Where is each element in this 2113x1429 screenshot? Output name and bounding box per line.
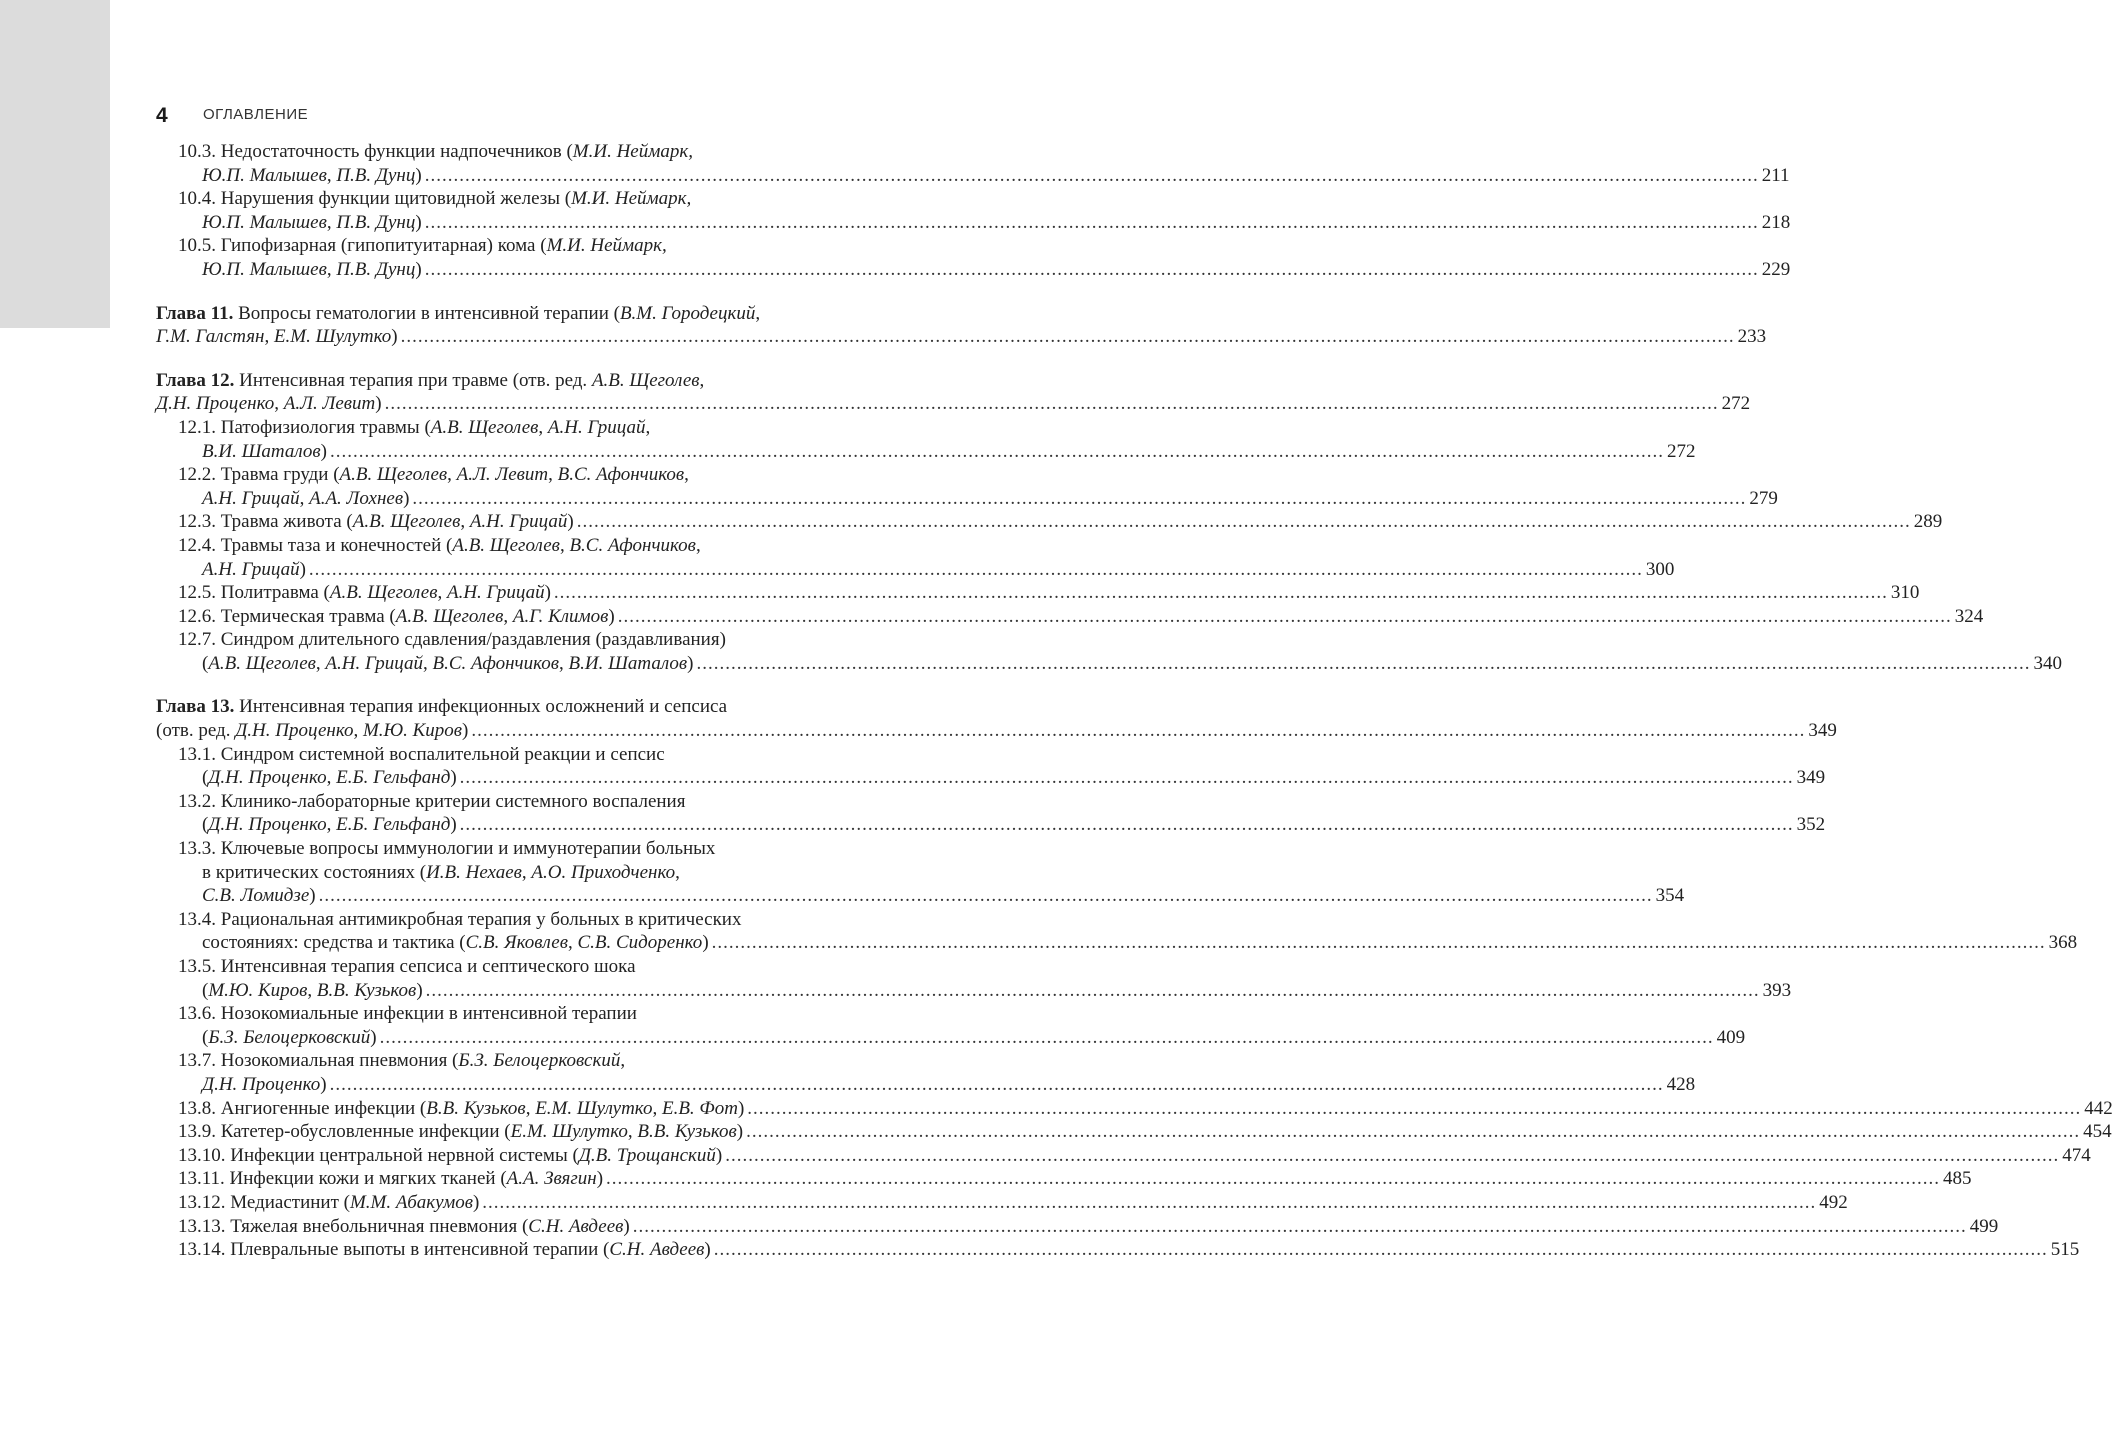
- title-text: 10.3. Недостаточность функции надпочечников (: [178, 141, 573, 162]
- toc-line: [178, 1120, 2112, 1144]
- author-name: А.В. Щеголев: [395, 605, 504, 627]
- toc-line: [178, 1167, 1972, 1191]
- title-text: ,: [521, 861, 532, 883]
- title-text: 13.1. Синдром системной воспалительной реакции и сепсис: [178, 743, 665, 765]
- title-text: ,: [460, 511, 470, 533]
- author-name: А.В. Щеголев: [452, 534, 560, 556]
- title-text: Интенсивная терапия при травме (отв. ред.: [234, 369, 592, 391]
- page-ref: 454: [2083, 1121, 2112, 1143]
- dot-leader: [425, 164, 1759, 188]
- title-text: (: [202, 814, 209, 836]
- toc-chapter-entry[interactable]: [156, 695, 1837, 742]
- page-ref: 354: [1655, 885, 1685, 907]
- author-name: А.Н. Грицай: [202, 558, 300, 580]
- toc-section-entry[interactable]: [156, 1238, 2080, 1262]
- toc-line: [178, 463, 866, 487]
- title-text: ): [370, 1026, 377, 1048]
- toc-line: [178, 884, 1685, 908]
- title-text: 13.11. Инфекции кожи и мягких тканей (: [178, 1168, 507, 1190]
- author-name: А.Г. Климов: [512, 605, 609, 627]
- title-text: ,: [620, 1050, 626, 1072]
- toc-line: [178, 1191, 1848, 1215]
- title-text: ): [623, 1215, 630, 1237]
- title-text: ): [450, 767, 457, 789]
- page-ref: 211: [1761, 164, 1790, 186]
- author-name: М.Ю. Киров: [208, 979, 308, 1001]
- dot-leader: [471, 719, 1805, 743]
- toc-section-entry[interactable]: [156, 908, 2078, 955]
- toc-line: [178, 743, 866, 767]
- chapter-gap: [156, 282, 866, 302]
- page-ref: 409: [1716, 1026, 1746, 1048]
- author-name: М.Ю. Киров: [362, 720, 463, 742]
- toc-section-entry[interactable]: [156, 628, 2062, 675]
- author-name: А.В. Щеголев: [591, 369, 700, 391]
- title-text: ,: [299, 487, 310, 509]
- title-text: ): [320, 1073, 327, 1095]
- title-text: ,: [645, 416, 651, 438]
- toc-line: [178, 440, 1696, 464]
- title-text: ): [309, 885, 316, 907]
- toc-section-entry[interactable]: [156, 1167, 1972, 1191]
- toc-line: [156, 392, 1751, 416]
- toc-line: [178, 258, 1791, 282]
- toc-line: [178, 790, 866, 814]
- toc-section-entry[interactable]: [156, 1144, 2091, 1168]
- page-ref: 310: [1890, 582, 1920, 604]
- dot-leader: [380, 1026, 1714, 1050]
- toc-line: [156, 302, 866, 326]
- title-text: ,: [755, 302, 761, 324]
- toc-line: [178, 1144, 2091, 1168]
- dot-leader: [460, 813, 1794, 837]
- title-text: 13.12. Медиастинит (: [178, 1191, 350, 1213]
- page-ref: 324: [1954, 605, 1984, 627]
- title-text: ,: [353, 720, 363, 742]
- toc-section-entry[interactable]: [156, 1097, 2113, 1121]
- title-text: ): [567, 511, 574, 533]
- toc-section-entry[interactable]: [156, 955, 1792, 1002]
- title-text: 12.3. Травма живота (: [178, 511, 353, 533]
- title-text: ,: [559, 534, 570, 556]
- toc-line: [178, 1026, 1746, 1050]
- title-text: ,: [326, 258, 337, 280]
- table-of-contents: [156, 140, 2113, 1262]
- page-ref: 515: [2050, 1239, 2080, 1261]
- author-name: А.В. Щеголев: [339, 464, 448, 486]
- dot-leader: [746, 1120, 2080, 1144]
- toc-line: [178, 211, 1791, 235]
- title-text: 13.9. Катетер-обусловленные инфекции (: [178, 1121, 511, 1143]
- title-text: 12.7. Синдром длительного сдавления/раздавления (раздавливания): [178, 629, 726, 651]
- title-text: ,: [326, 211, 337, 233]
- title-text: 13.6. Нозокомиальные инфекции в интенсивной терапии: [178, 1003, 637, 1025]
- author-name: М.М. Абакумов: [349, 1191, 473, 1213]
- toc-line: [178, 1073, 1696, 1097]
- author-name: Д.Н. Проценко: [202, 1073, 321, 1095]
- title-text: ): [736, 1121, 744, 1143]
- title-text: ,: [699, 369, 705, 391]
- toc-chapter-entry[interactable]: [156, 369, 1751, 416]
- title-text: ,: [627, 1121, 638, 1143]
- author-name: В.И. Шаталов: [202, 440, 321, 462]
- author-name: В.С. Афончиков: [569, 534, 696, 556]
- page-ref: 349: [1796, 767, 1826, 789]
- title-text: 13.14. Плевральные выпоты в интенсивной терапии (: [178, 1239, 610, 1261]
- title-text: (: [202, 979, 209, 1001]
- toc-section-entry[interactable]: [156, 581, 1920, 605]
- toc-section-entry[interactable]: [156, 790, 1826, 837]
- title-text: ,: [567, 932, 578, 954]
- dot-leader: [482, 1191, 1816, 1215]
- title-text: ,: [675, 861, 680, 883]
- page-ref: 428: [1666, 1073, 1696, 1095]
- title-text: ): [403, 487, 410, 509]
- dot-leader: [425, 258, 1759, 282]
- title-text: ): [596, 1168, 604, 1190]
- dot-leader: [385, 392, 1719, 416]
- title-text: 13.4. Рациональная антимикробная терапия у больных в критических: [178, 908, 742, 930]
- title-text: ): [415, 211, 422, 233]
- author-name: А.Н. Грицай: [446, 582, 545, 604]
- author-name: Ю.П. Малышев: [202, 211, 327, 233]
- toc-line: [156, 719, 1837, 743]
- title-text: ,: [525, 1097, 536, 1119]
- author-name: А.Н. Грицай: [547, 416, 646, 438]
- title-text: Вопросы гематологии в интенсивной терапии (: [233, 302, 620, 324]
- dot-leader: [401, 325, 1735, 349]
- dot-leader: [330, 1073, 1664, 1097]
- toc-line: [178, 1002, 866, 1026]
- toc-section-entry[interactable]: [156, 1002, 1746, 1049]
- author-name: А.В. Щеголев: [208, 652, 316, 674]
- toc-section-entry[interactable]: [156, 140, 1790, 187]
- toc-line: [178, 1238, 2080, 1262]
- page-ref: 233: [1737, 326, 1767, 348]
- title-text: ,: [326, 814, 337, 836]
- title-text: (: [202, 767, 209, 789]
- toc-section-entry[interactable]: [156, 416, 1696, 463]
- toc-line: [178, 979, 1792, 1003]
- author-name: А.Н. Грицай: [469, 511, 568, 533]
- page-ref: 352: [1796, 814, 1826, 836]
- author-name: С.В. Ломидзе: [202, 885, 310, 907]
- toc-line: [178, 534, 866, 558]
- author-name: А.А. Звягин: [506, 1168, 597, 1190]
- toc-line: [178, 605, 1984, 629]
- title-text: ): [415, 164, 422, 186]
- title-text: (: [202, 1026, 209, 1048]
- page-ref: 499: [1969, 1215, 1999, 1237]
- page-ref: 272: [1666, 440, 1696, 462]
- author-name: С.Н. Авдеев: [609, 1239, 705, 1261]
- running-title: ОГЛАВЛЕНИЕ: [203, 106, 309, 123]
- title-text: 12.4. Травмы таза и конечностей (: [178, 534, 453, 556]
- toc-line: [156, 325, 1767, 349]
- author-name: С.В. Сидоренко: [577, 932, 703, 954]
- toc-line: [178, 510, 1943, 534]
- title-text: ,: [684, 464, 689, 486]
- toc-section-entry[interactable]: [156, 534, 1675, 581]
- author-name: А.В. Щеголев: [352, 511, 461, 533]
- title-text: ): [450, 814, 457, 836]
- dot-leader: [330, 440, 1664, 464]
- toc-section-entry[interactable]: [156, 743, 1826, 790]
- dot-leader: [606, 1167, 1940, 1191]
- page-ref: 474: [2062, 1144, 2091, 1166]
- title-text: ,: [652, 1097, 662, 1119]
- title-text: ,: [423, 652, 433, 674]
- title-text: 10.4. Нарушения функции щитовидной железы (: [178, 188, 572, 210]
- author-name: Е.М. Шулутко: [510, 1121, 628, 1143]
- page-ref: 485: [1943, 1168, 1972, 1190]
- toc-line: [178, 164, 1790, 188]
- toc-line: [178, 187, 866, 211]
- author-name: В.С. Афончиков: [557, 464, 685, 486]
- page-ref: 393: [1762, 979, 1792, 1001]
- chapter-gap: [156, 349, 866, 369]
- author-name: А.Н. Грицай: [325, 652, 424, 674]
- dot-leader: [577, 510, 1911, 534]
- page-ref: 442: [2084, 1097, 2113, 1119]
- title-text: ): [462, 720, 469, 742]
- author-name: В.М. Городецкий: [619, 302, 756, 324]
- page-ref: 492: [1819, 1191, 1848, 1213]
- author-name: П.В. Дунц: [336, 258, 416, 280]
- toc-section-entry[interactable]: [156, 1120, 2112, 1144]
- dot-leader: [426, 979, 1760, 1003]
- author-name: Е.М. Шулутко: [535, 1097, 653, 1119]
- toc-line: [178, 766, 1826, 790]
- author-name: Д.Н. Проценко: [235, 720, 354, 742]
- author-name: Ю.П. Малышев: [202, 164, 327, 186]
- toc-line: [178, 581, 1920, 605]
- page-ref: 368: [2048, 932, 2078, 954]
- title-text: 13.5. Интенсивная терапия сепсиса и септического шока: [178, 956, 636, 977]
- toc-section-entry[interactable]: [156, 1049, 1696, 1096]
- author-name: Б.З. Белоцерковский: [458, 1050, 621, 1072]
- author-name: С.Н. Авдеев: [528, 1215, 624, 1237]
- toc-line: [178, 558, 1675, 582]
- title-text: состояниях: средства и тактика (: [202, 932, 466, 954]
- page-ref: 279: [1749, 487, 1778, 509]
- toc-line: [178, 652, 2062, 676]
- title-text: (: [202, 652, 209, 674]
- author-name: М.И. Неймарк,: [572, 141, 693, 162]
- toc-section-entry[interactable]: [156, 234, 1791, 281]
- dot-leader: [309, 558, 1643, 582]
- toc-line: [178, 1215, 1999, 1239]
- title-text: 12.6. Термическая травма (: [178, 605, 396, 627]
- author-name: В.В. Кузьков: [316, 979, 417, 1001]
- toc-section-entry[interactable]: [156, 1215, 1999, 1239]
- dot-leader: [712, 931, 2046, 955]
- toc-line: [178, 140, 866, 164]
- title-text: ,: [503, 605, 513, 627]
- title-text: ,: [274, 393, 284, 415]
- page-ref: 300: [1645, 558, 1675, 580]
- dot-leader: [554, 581, 1888, 605]
- title-text: ,: [695, 534, 701, 556]
- title-text: ,: [326, 767, 337, 789]
- toc-section-entry[interactable]: [156, 510, 1943, 534]
- side-gray-bar: [0, 0, 110, 328]
- toc-section-entry[interactable]: [156, 463, 1778, 510]
- dot-leader: [460, 766, 1794, 790]
- title-text: ): [544, 582, 551, 604]
- title-text: ): [391, 326, 398, 348]
- title-text: 12.2. Травма груди (: [178, 464, 340, 486]
- author-name: Д.Н. Проценко: [208, 767, 327, 789]
- page-ref: 272: [1721, 393, 1751, 415]
- author-name: Е.Б. Гельфанд: [336, 814, 451, 836]
- author-name: Д.Н. Проценко: [156, 393, 275, 415]
- toc-line: [178, 416, 866, 440]
- author-name: Е.В. Фот: [661, 1097, 738, 1119]
- title-text: ,: [315, 652, 326, 674]
- dot-leader: [319, 884, 1653, 908]
- chapter-label: Глава 11.: [156, 302, 234, 324]
- title-text: ): [715, 1144, 723, 1166]
- title-text: ): [415, 258, 422, 280]
- author-name: А.Л. Левит: [456, 464, 549, 486]
- toc-line: [156, 695, 866, 719]
- title-text: 13.3. Ключевые вопросы иммунологии и иммунотерапии больных: [178, 838, 716, 860]
- page-ref: 340: [2033, 652, 2062, 674]
- author-name: А.В. Щеголев: [430, 416, 539, 438]
- toc-line: [178, 931, 2078, 955]
- chapter-gap: [156, 675, 866, 695]
- title-text: ): [608, 605, 615, 627]
- chapter-label: Глава 12.: [156, 369, 235, 391]
- toc-line: [178, 813, 1826, 837]
- title-text: ,: [538, 416, 548, 438]
- dot-leader: [425, 211, 1759, 235]
- author-name: В.С. Афончиков: [432, 652, 560, 674]
- toc-line: [178, 234, 866, 258]
- dot-leader: [618, 605, 1952, 629]
- author-name: А.О. Приходченко: [531, 861, 676, 883]
- toc-section-entry[interactable]: [156, 187, 1791, 234]
- title-text: ,: [326, 164, 337, 186]
- title-text: ): [737, 1097, 745, 1119]
- dot-leader: [747, 1097, 2081, 1121]
- title-text: 12.5. Политравма (: [178, 582, 330, 604]
- title-text: ): [299, 558, 306, 580]
- dot-leader: [714, 1238, 2048, 1262]
- chapter-label: Глава 13.: [156, 696, 235, 718]
- author-name: М.И. Неймарк,: [571, 188, 692, 210]
- title-text: ): [320, 440, 327, 462]
- toc-line: [178, 1097, 2113, 1121]
- author-name: Б.З. Белоцерковский: [208, 1026, 371, 1048]
- title-text: 10.5. Гипофизарная (гипопитуитарная) кома (: [178, 235, 547, 257]
- author-name: А.В. Щеголев: [329, 582, 438, 604]
- author-name: Д.Н. Проценко: [208, 814, 327, 836]
- toc-line: [178, 1049, 866, 1073]
- title-text: ): [416, 979, 423, 1001]
- author-name: Е.М. Шулутко: [273, 326, 392, 348]
- toc-line: [178, 955, 866, 979]
- toc-section-entry[interactable]: [156, 837, 1685, 908]
- title-text: ,: [264, 326, 274, 348]
- title-text: ,: [548, 464, 558, 486]
- title-text: в критических состояниях (: [202, 861, 427, 883]
- author-name: И.В. Нехаев: [426, 861, 522, 883]
- title-text: 13.2. Клинико-лабораторные критерии системного воспаления: [178, 790, 686, 812]
- author-name: В.В. Кузьков: [637, 1121, 737, 1143]
- page-number: 4: [156, 104, 168, 127]
- author-name: В.В. Кузьков: [426, 1097, 526, 1119]
- author-name: А.Н. Грицай: [202, 487, 300, 509]
- title-text: ,: [307, 979, 317, 1001]
- toc-line: [178, 628, 866, 652]
- title-text: 13.7. Нозокомиальная пневмония (: [178, 1050, 459, 1072]
- toc-line: [178, 861, 866, 885]
- toc-section-entry[interactable]: [156, 605, 1984, 629]
- toc-section-entry[interactable]: [156, 1191, 1848, 1215]
- toc-line: [178, 908, 866, 932]
- dot-leader: [633, 1215, 1967, 1239]
- author-name: Е.Б. Гельфанд: [336, 767, 451, 789]
- title-text: ): [704, 1239, 711, 1261]
- author-name: П.В. Дунц: [336, 164, 416, 186]
- dot-leader: [696, 652, 2030, 676]
- title-text: (отв. ред.: [156, 720, 236, 742]
- page-ref: 218: [1761, 211, 1791, 233]
- page-ref: 289: [1913, 511, 1943, 533]
- author-name: П.В. Дунц: [336, 211, 416, 233]
- title-text: Интенсивная терапия инфекционных осложнений и сепсиса: [234, 696, 728, 718]
- title-text: 13.8. Ангиогенные инфекции (: [178, 1097, 427, 1119]
- page-ref: 349: [1808, 720, 1837, 742]
- toc-line: [178, 487, 1778, 511]
- author-name: М.И. Неймарк,: [546, 235, 667, 257]
- toc-line: [178, 837, 866, 861]
- dot-leader: [725, 1144, 2059, 1168]
- title-text: 13.13. Тяжелая внебольничная пневмония (: [178, 1215, 529, 1237]
- dot-leader: [412, 487, 1746, 511]
- title-text: ): [687, 652, 694, 674]
- author-name: А.А. Лохнев: [309, 487, 404, 509]
- toc-chapter-entry[interactable]: [156, 302, 1767, 349]
- page-ref: 229: [1761, 258, 1791, 280]
- title-text: 13.10. Инфекции центральной нервной системы (: [178, 1144, 579, 1166]
- title-text: ,: [437, 582, 447, 604]
- title-text: ): [375, 393, 382, 415]
- toc-line: [156, 369, 866, 393]
- author-name: Д.В. Трощанский: [578, 1144, 716, 1166]
- title-text: ,: [559, 652, 569, 674]
- author-name: Ю.П. Малышев: [202, 258, 327, 280]
- title-text: ): [702, 932, 709, 954]
- author-name: А.Л. Левит: [283, 393, 376, 415]
- title-text: 12.1. Патофизиология травмы (: [178, 416, 431, 438]
- author-name: С.В. Яковлев: [465, 932, 568, 954]
- title-text: ): [472, 1191, 480, 1213]
- title-text: ,: [447, 464, 457, 486]
- author-name: В.И. Шаталов: [568, 652, 688, 674]
- author-name: Г.М. Галстян: [156, 326, 265, 348]
